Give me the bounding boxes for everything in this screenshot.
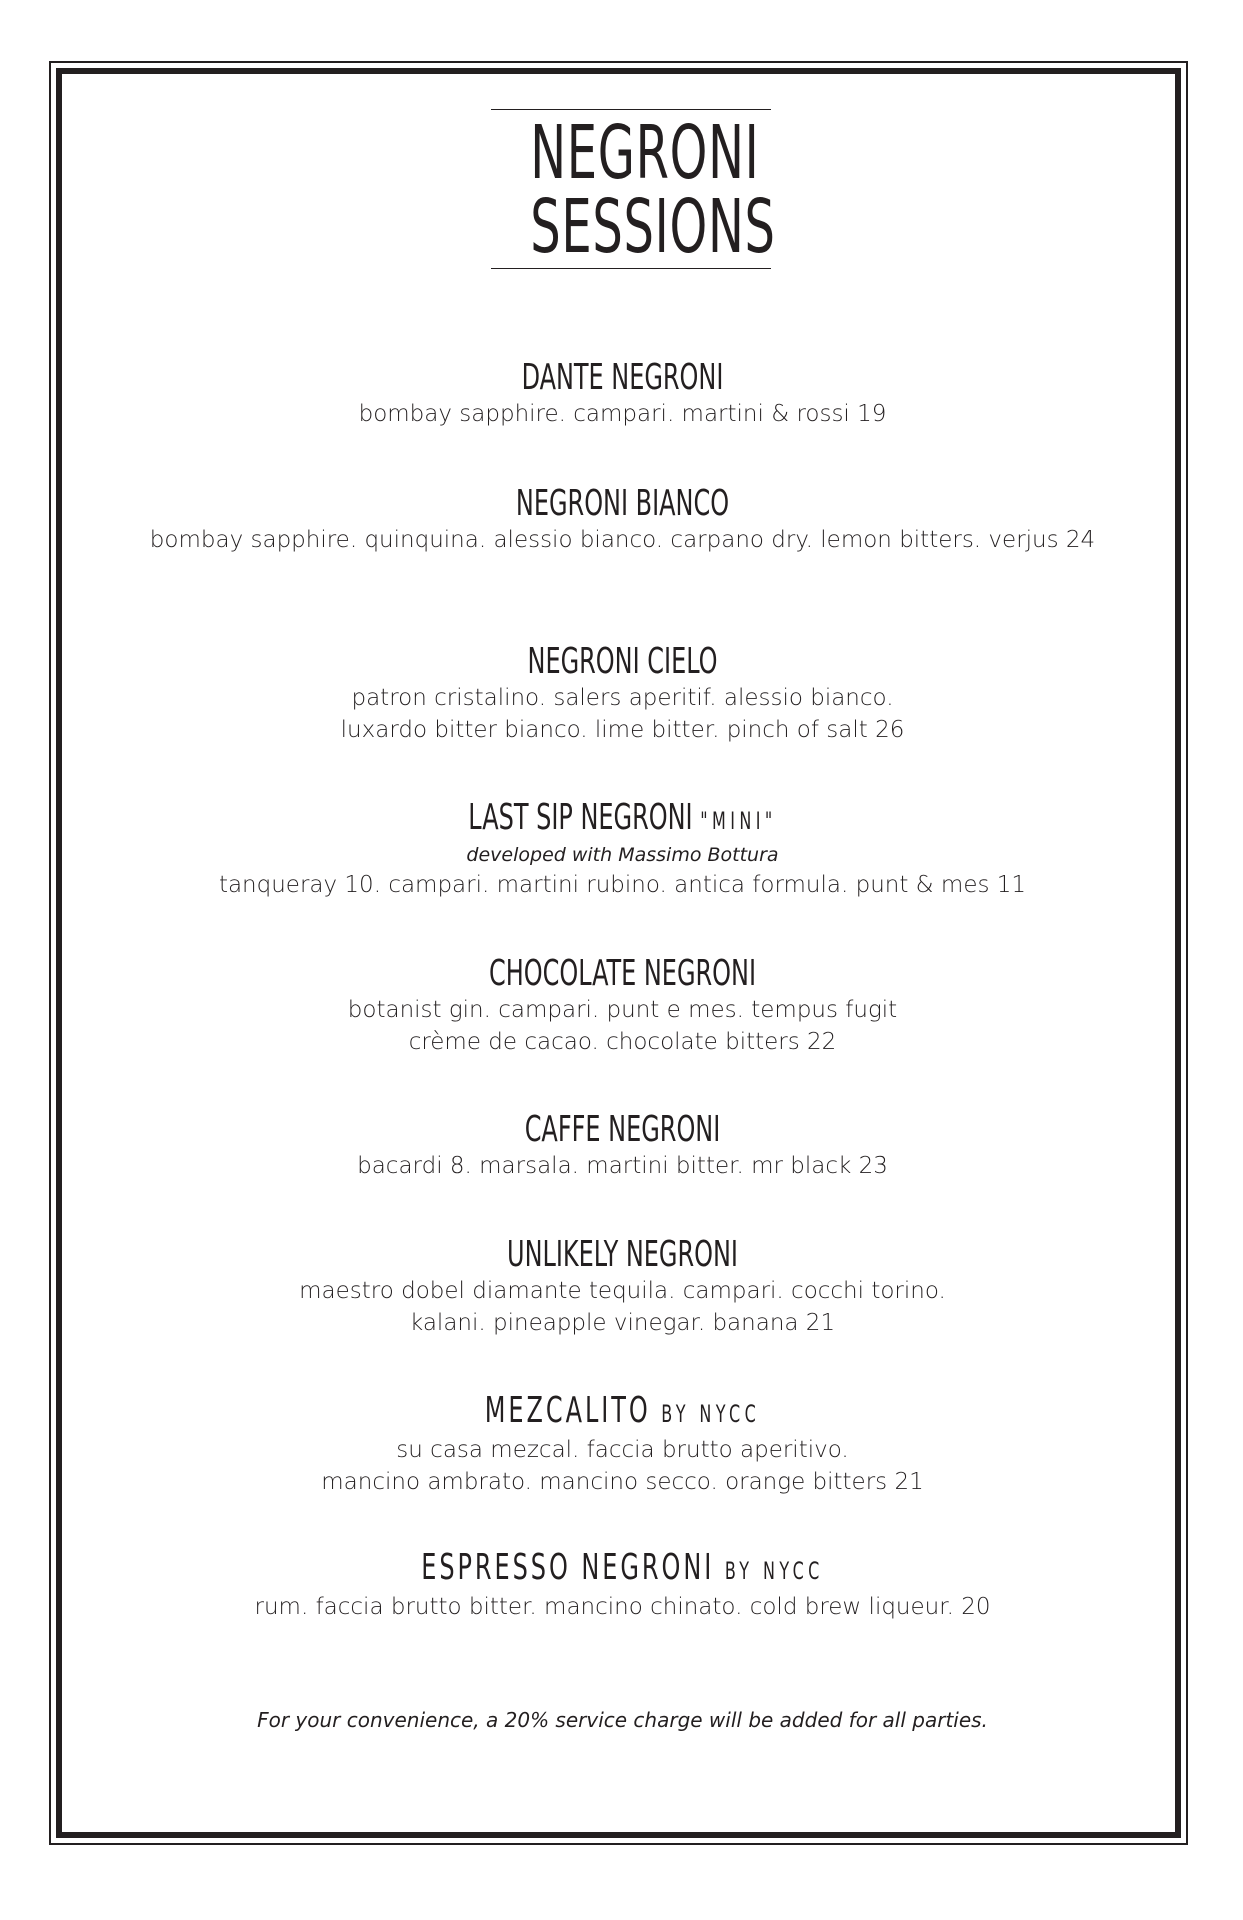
item-name: NEGRONI CIELO xyxy=(527,641,718,682)
item-name: CHOCOLATE NEGRONI xyxy=(488,953,757,994)
item-credit: developed with Massimo Bottura xyxy=(466,844,779,866)
item-description: bacardi 8. marsala. martini bitter. mr black 23 xyxy=(357,1153,888,1179)
item-name: UNLIKELY NEGRONI xyxy=(507,1234,738,1275)
item-name-suffix: BY NYCC xyxy=(661,1400,761,1428)
menu-item-dante-negroni xyxy=(70,358,1175,430)
item-name-text: ESPRESSO NEGRONI xyxy=(421,1547,715,1588)
menu-item-chocolate-negroni xyxy=(70,954,1175,1058)
item-description: crème de cacao. chocolate bitters 22 xyxy=(408,1029,837,1055)
item-name: CAFFE NEGRONI xyxy=(524,1109,721,1150)
item-description: maestro dobel diamante tequila. campari. cocchi torino. xyxy=(299,1278,946,1304)
item-description: tanqueray 10. campari. martini rubino. antica formula. punt & mes 11 xyxy=(218,872,1027,898)
item-name-suffix: "MINI" xyxy=(700,807,777,835)
item-description: mancino ambrato. mancino secco. orange bitters 21 xyxy=(321,1469,924,1495)
title-line-1: NEGRONI xyxy=(530,110,760,196)
menu-item-negroni-bianco xyxy=(70,484,1175,556)
menu-item-unlikely-negroni xyxy=(70,1235,1175,1339)
item-name xyxy=(214,1548,1032,1591)
item-description: bombay sapphire. quinquina. alessio bianco. carpano dry. lemon bitters. verjus 24 xyxy=(149,527,1096,553)
menu-item-caffe-negroni xyxy=(70,1110,1175,1182)
item-name: NEGRONI BIANCO xyxy=(515,483,730,524)
menu-item-mezcalito xyxy=(70,1391,1175,1498)
item-description: rum. faccia brutto bitter. mancino chinato. cold brew liqueur. 20 xyxy=(254,1594,991,1620)
item-name-suffix: BY NYCC xyxy=(724,1557,824,1585)
menu-item-last-sip-negroni xyxy=(70,798,1175,901)
item-description: luxardo bitter bianco. lime bitter. pinch of salt 26 xyxy=(340,717,905,743)
title-line-2: SESSIONS xyxy=(530,184,776,270)
item-description: patron cristalino. salers aperitif. alessio bianco. xyxy=(351,685,894,711)
item-name xyxy=(214,1391,1032,1434)
menu-item-negroni-cielo xyxy=(70,642,1175,746)
item-name-text: LAST SIP NEGRONI xyxy=(468,797,693,838)
item-description: bombay sapphire. campari. martini & rossi 19 xyxy=(358,401,887,427)
item-description: kalani. pineapple vinegar. banana 21 xyxy=(409,1310,836,1336)
item-description: su casa mezcal. faccia brutto aperitivo. xyxy=(396,1437,849,1463)
menu-title xyxy=(491,109,776,270)
item-description: botanist gin. campari. punt e mes. tempus fugit xyxy=(347,997,898,1023)
service-charge-note: For your convenience, a 20% service charge will be added for all parties. xyxy=(257,1708,988,1732)
item-name xyxy=(214,798,1032,841)
item-name: DANTE NEGRONI xyxy=(521,357,724,398)
menu-item-espresso-negroni xyxy=(70,1548,1175,1623)
item-name-text: MEZCALITO xyxy=(484,1390,651,1431)
